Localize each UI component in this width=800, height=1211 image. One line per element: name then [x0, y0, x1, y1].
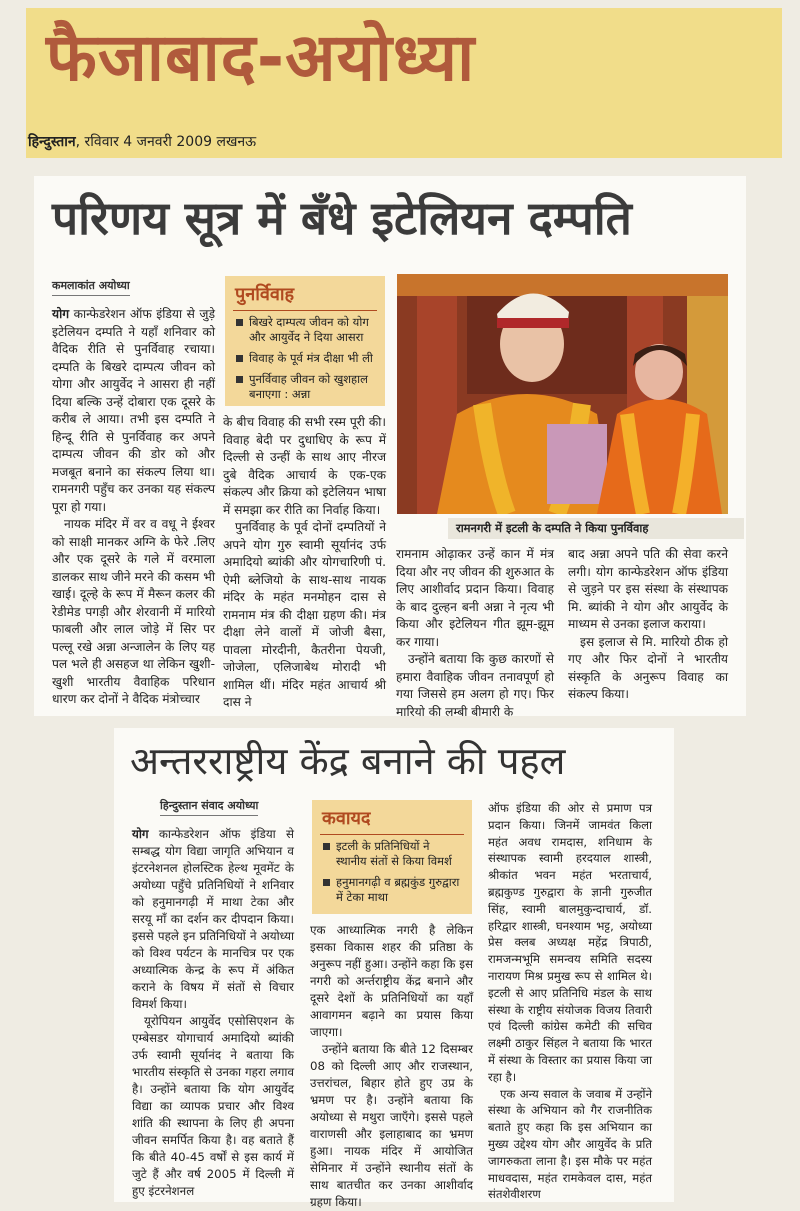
story1-box-list: [225, 315, 385, 402]
photo-caption: रामनगरी में इटली के दम्पति ने किया पुनर्विवाह: [448, 518, 744, 539]
story2-col1-p2: यूरोपियन आयुर्वेद एसोसिएशन के एम्बेसडर योगाचार्य अमादियो ब्यांकी उर्फ स्वामी सूर्यानंद ने बताया कि भारतीय संस्कृति से उनका गहरा लगाव है। उन्होंने बताया कि योग आयुर्वेद विद्या का व्यापक प्रचार और विश्व शांति की स्थापना के लिए ही अपना जीवन समर्पित किया है। वह बताते हैं कि बीते 40-45 वर्षों से इस कार्य में जुटे हैं और वर्ष 2005 में दिल्ली में हुए इंटरनेशनल: [132, 1014, 294, 1198]
dateline: [28, 132, 256, 151]
story1-col4-p1: बाद अन्ना अपने पति की सेवा करने लगी। योग कान्फेडरेशन ऑफ इंडिया से जुड़ने पर इस संस्था के संस्थापक मि. ब्यांकी ने योग और आयुर्वेद के माध्यम से उनका इलाज कराया।: [568, 547, 728, 631]
story1-col1: [52, 306, 215, 709]
story1-col4-p2: इस इलाज से मि. मारियो ठीक हो गए और फिर दोनों ने भारतीय संस्कृति के अनुरूप विवाह का संकल्प किया।: [568, 634, 728, 701]
story1-col2: [223, 414, 386, 712]
story1-col1-p2: नायक मंदिर में वर व वधू ने ईश्वर को साक्षी मानकर अग्नि के फेरे .लिए और एक दूसरे के गले में वरमाला डालकर साथ जीने मरने की कसम भी खाई। दूल्हे के रूप में मैरून कलर की रेडीमेड पगड़ी और शेरवानी में मारियो फाबली और लाल जोड़े में सिर पर पल्लू रखे अन्ना अन्जालेन के लिए यह पल भले ही असहज था लेकिन खुशी-खुशी भारतीय वैवाहिक परिधान धारण कर दोनों ने वैदिक मंत्रोच्चार: [52, 517, 215, 706]
story2-lead: योग: [132, 827, 149, 841]
story1-col2-p1: के बीच विवाह की सभी रस्म पूरी की। विवाह बेदी पर दुधाधिए के रूप में दिल्ली से उन्हीं के साथ आए नीरज दुबे वैदिक आचार्य के एक-एक संकल्प और क्रिया को इटेलियन भाषा में समझा कर रीति का निर्वाह किया।: [223, 415, 386, 517]
story2-box-item: इटली के प्रतिनिधियों ने स्थानीय संतों से किया विमर्श: [322, 839, 462, 869]
story1-box: [225, 276, 385, 406]
date-text: , रविवार 4 जनवरी 2009 लखनऊ: [75, 134, 257, 150]
story2-col2-p1b: एक आध्यात्मिक नगरी है लेकिन इसका विकास शहर की प्रतिष्ठा के अनुरूप नहीं हुआ। उन्होंने कहा कि इस नगरी को अर्न्तराष्ट्रीय केंद्र बनाने और दूसरे देशों के प्रतिनिधियों का यहाँ आवागमन बढ़ाने का प्रयास किया जाएगा।: [310, 923, 473, 1039]
story2-col2-p1: कान्फेडरेशन ऑफ इंडिया से सम्बद्ध योग विद्या जागृति अभियान व इंटरनेशनल होलस्टिक हेल्थ मूवमेंट के अयोध्या पहुँचे प्रतिनिधियों ने शनिवार को हनुमानगढ़ी में माथा टेका और सरयू माँ का दर्शन कर दीपदान किया। इससे पहले इन प्रतिनिधियों ने अयोध्या को विश्व पर्यटन के मानचित्र पर एक अध्यात्मिक केन्द्र के रूप में अंकित कराने के विषय में संतों से विचार विमर्श किया।: [132, 827, 294, 1011]
story1-box-item: पुनर्विवाह जीवन को खुशहाल बनाएगा : अन्ना: [235, 372, 375, 402]
paper-name: हिन्दुस्तान: [28, 134, 76, 150]
story1-headline: परिणय सूत्र में बँधे इटेलियन दम्पति: [52, 191, 632, 245]
story2-col3-p2: एक अन्य सवाल के जवाब में उन्होंने संस्था के अभियान को गैर राजनीतिक बताते हुए कहा कि इस अभियान का मुख्य उद्देश्य योग और आयुर्वेद के प्रति जागरुकता लाना है। इस मौके पर महंत माधवदास, महंत रामकेवल दास, महंत संतशेवीशरण: [488, 1086, 652, 1202]
story2-box: [312, 800, 472, 914]
story2-col1: [132, 826, 294, 1200]
story2-headline: अन्तरराष्ट्रीय केंद्र बनाने की पहल: [130, 739, 566, 783]
story1-box-item: विवाह के पूर्व मंत्र दीक्षा भी ली: [235, 351, 375, 366]
story2-col3: [488, 800, 652, 1203]
story1-col1-p1: कान्फेडरेशन ऑफ इंडिया से जुड़े इटेलियन दम्पति ने यहाँ शनिवार को वैदिक रीति से पुनर्विवाह रचाया। दम्पति के बिखरे दाम्पत्य जीवन को योगा और आयुर्वेद ने आसरा ही नहीं दिया बल्कि उन्हें दोबारा एक दूसरे के करीब ले आया। तभी इस दम्पति ने हिन्दू रीति से पुनर्विवाह कर अपने दाम्पत्य जीवन की डोर को और मजबूत बनाने का संकल्प लिया था। रामनगरी पहुँच कर उनका यह संकल्प पूरा हो गया।: [52, 307, 215, 514]
masthead-title: फैजाबाद-अयोध्या: [46, 19, 476, 96]
story1-col3-p1: रामनाम ओढ़ाकर उन्हें कान में मंत्र दिया और नए जीवन की शुरुआत के लिए आशीर्वाद प्रदान किया। विवाह के बाद दुल्हन बनी अन्ना ने नृत्य भी किया और इटेलियन गीत झूम-झूम कर गाया।: [396, 547, 554, 649]
story1-col4: [568, 546, 728, 704]
story1-col2-p2: पुनर्विवाह के पूर्व दोनों दम्पतियों ने अपने योग गुरु स्वामी सूर्यानंद उर्फ अमादियो ब्यांकी और योगचारिणी पं. ऐमी ब्लेजियो के साथ-साथ नायक मंदिर के महंत मनमोहन दास से रामनाम मंत्र की दीक्षा ग्रहण की। मंत्र दीक्षा लेने वालों में जोजी बैसा, पावला मोरदीनी, कैतरीना पेयजी, जोजेला, एलिजाबेथ मोरादी भी शामिल थीं। मंदिर महंत आचार्य श्री दास ने: [223, 520, 386, 709]
story1-lead: योग: [52, 307, 70, 321]
story1-col3-p2: उन्होंने बताया कि कुछ कारणों से हमारा वैवाहिक जीवन तनावपूर्ण हो गया जिससे हम अलग हो गए। फिर मारियो की लम्बी बीमारी के: [396, 652, 554, 719]
story1-col3: [396, 546, 554, 721]
story2-col3-p1: ऑफ इंडिया की ओर से प्रमाण पत्र प्रदान किया। जिनमें जामवंत किला महंत अवध रामदास, शनिधाम के संस्थापक स्वामी हरदयाल शास्त्री, श्रीकांत भवन महंत भरताचार्य, ब्रह्मकुण्ड गुरुद्वारा के ज्ञानी गुरुजीत सिंह, स्वामी बालमुकुन्दाचार्य, डॉ. हरिद्वार शास्त्री, घनश्याम भट्ट, अयोध्या प्रेस क्लब अध्यक्ष महेंद्र त्रिपाठी, रामजन्मभूमि समन्वय समिति सदस्य नारायण मिश्र प्रमुख रूप से शामिल थे। इटली से आए प्रतिनिधि मंडल के साथ संस्था के राष्ट्रीय संयोजक विजय तिवारी एवं दिल्ली कांग्रेस कमेटी की सचिव लक्ष्मी ठाकुर सिंहल ने बताया कि भारत में संस्था के विस्तार का प्रयास किया जा रहा है।: [488, 801, 652, 1084]
story1-byline: कमलाकांत अयोध्या: [52, 278, 130, 296]
story2-byline: हिन्दुस्तान संवाद अयोध्या: [160, 798, 258, 816]
story1-box-title: पुनर्विवाह: [233, 276, 377, 311]
story2-col2: [310, 922, 473, 1211]
wedding-photo: [397, 274, 728, 514]
story2-box-list: [312, 839, 472, 905]
story2-box-title: कवायद: [320, 800, 464, 835]
story2-box-item: हनुमानगढ़ी व ब्रह्मकुंड गुरुद्वारा में टेका माथा: [322, 875, 462, 905]
wedding-photo-image: [397, 274, 728, 514]
story1-box-item: बिखरे दाम्पत्य जीवन को योग और आयुर्वेद ने दिया आसरा: [235, 315, 375, 345]
story2-col2-p2: उन्होंने बताया कि बीते 12 दिसम्बर 08 को दिल्ली आए और राजस्थान, उत्तरांचल, बिहार होते हुए उप्र के भ्रमण पर है। उन्होंने बताया कि अयोध्या से मथुरा जाएँगे। इससे पहले वाराणसी और इलाहाबाद का भ्रमण हुआ। नायक मंदिर में आयोजित सेमिनार में उन्होंने स्थानीय संतों के साथ बातचीत कर उनका आशीर्वाद ग्रहण किया।: [310, 1042, 473, 1209]
masthead: [26, 8, 782, 158]
